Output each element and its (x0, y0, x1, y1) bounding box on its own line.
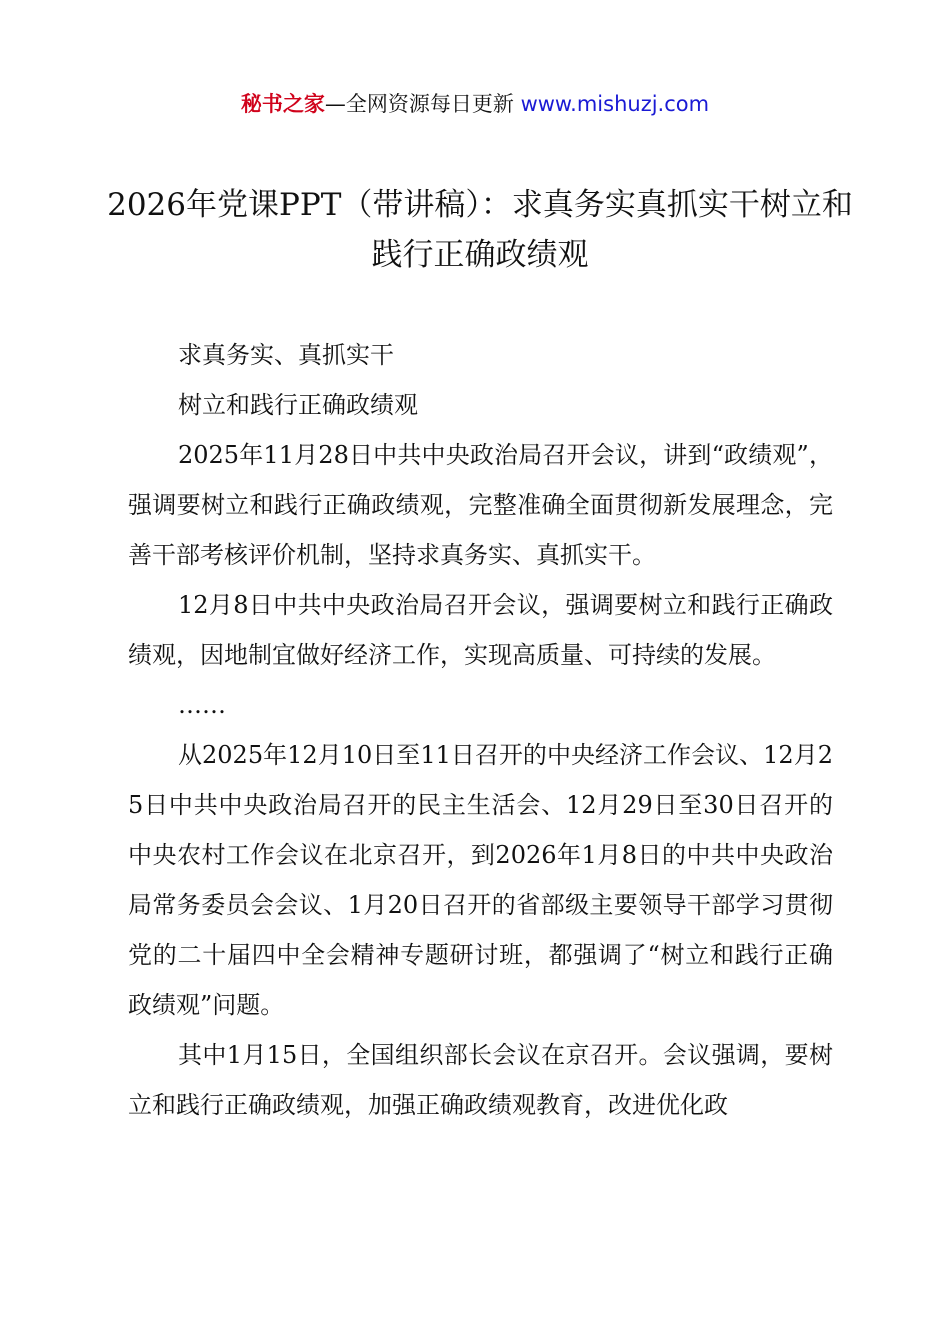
paragraph-ellipsis: …… (178, 691, 226, 719)
document-body (128, 330, 833, 1130)
site-url-link[interactable]: www.mishuzj.com (520, 92, 710, 116)
paragraph-subtitle-1: 求真务实、真抓实干 (178, 341, 394, 369)
document-title: 2026年党课PPT（带讲稿）：求真务实真抓实干树立和践行正确政绩观 (107, 187, 853, 273)
brand-name: 秘书之家 (240, 92, 325, 116)
paragraph: 12月8日中共中央政治局召开会议，强调要树立和践行正确政绩观，因地制宜做好经济工作，实现高质量、可持续的发展。 (128, 591, 833, 669)
paragraph: 从2025年12月10日至11日召开的中央经济工作会议、12月25日中共中央政治局召开的民主生活会、12月29日至30日召开的中央农村工作会议在北京召开，到2026年1月8日的中共中央政治局常务委员会会议、1月20日召开的省部级主要领导干部学习贯彻党的二十届四中全会精神专题研讨班，都强调了“树立和践行正确政绩观”问题。 (128, 741, 833, 1019)
paragraph-subtitle-2: 树立和践行正确政绩观 (178, 391, 418, 419)
paragraph: 2025年11月28日中共中央政治局召开会议，讲到“政绩观”，强调要树立和践行正确政绩观，完整准确全面贯彻新发展理念，完善干部考核评价机制，坚持求真务实、真抓实干。 (128, 441, 833, 569)
site-tagline: —全网资源每日更新 (324, 92, 514, 116)
site-header (0, 88, 950, 120)
paragraph: 其中1月15日，全国组织部长会议在京召开。会议强调，要树立和践行正确政绩观，加强正确政绩观教育，改进优化政 (128, 1041, 833, 1119)
